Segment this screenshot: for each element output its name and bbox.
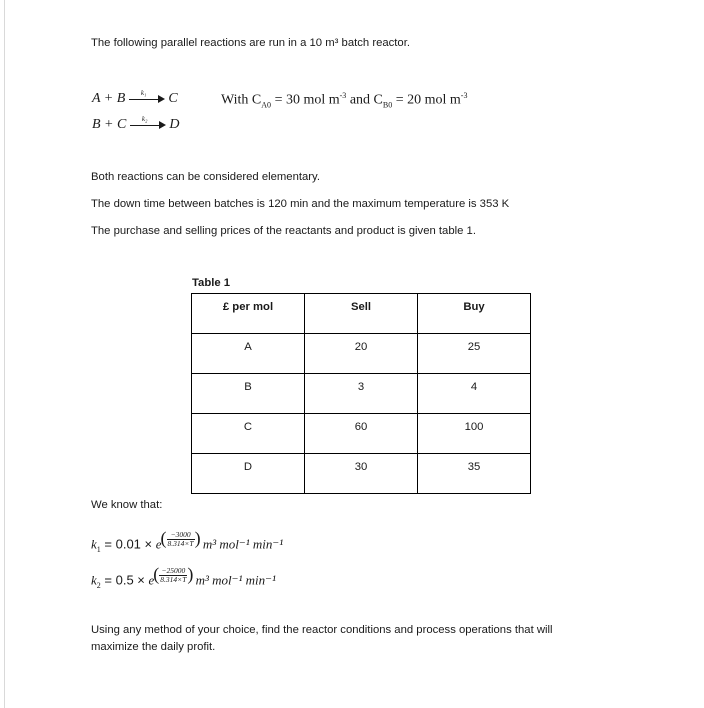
table-cell: 25 xyxy=(418,334,531,374)
task-line-2: maximize the daily profit. xyxy=(91,641,216,653)
table-header-cell: Buy xyxy=(418,294,531,334)
task-line-1: Using any method of your choice, find the reactor conditions and process operations that will xyxy=(91,624,553,636)
k2-units: m³ mol⁻¹ min⁻¹ xyxy=(195,572,276,588)
statement-prices: The purchase and selling prices of the reactants and product is given table 1. xyxy=(91,225,476,237)
reaction-1 xyxy=(92,88,178,107)
table-cell: 100 xyxy=(418,414,531,454)
table-cell: 20 xyxy=(305,334,418,374)
table-cell: 30 xyxy=(305,454,418,494)
table-row xyxy=(192,414,531,454)
table-cell: A xyxy=(192,334,305,374)
table-header-cell: £ per mol xyxy=(192,294,305,334)
intro-text: The following parallel reactions are run in a 10 m³ batch reactor. xyxy=(91,37,410,49)
table-row xyxy=(192,454,531,494)
table-header-cell: Sell xyxy=(305,294,418,334)
we-know-text: We know that: xyxy=(91,499,163,511)
reaction-1-product: C xyxy=(168,91,178,106)
reaction-2-reactants: B + C xyxy=(92,117,127,132)
reaction-1-rate-constant: k₁ xyxy=(140,88,147,97)
reaction-1-reactants: A + B xyxy=(92,91,126,106)
reaction-2 xyxy=(92,114,180,133)
k1-units: m³ mol⁻¹ min⁻¹ xyxy=(202,536,284,552)
k2-exponent: ( $\frac{-25000}{8.314\times T}$ ) xyxy=(153,564,194,584)
reaction-1-arrow xyxy=(129,88,165,105)
k1-exponent: ( $\frac{-3000}{8.314\times T}$ ) xyxy=(160,528,201,548)
table-cell: 4 xyxy=(418,374,531,414)
table-row xyxy=(192,334,531,374)
price-table xyxy=(191,293,531,494)
statement-elementary: Both reactions can be considered elementary. xyxy=(91,171,320,183)
page-left-edge xyxy=(4,0,5,708)
table-cell: 3 xyxy=(305,374,418,414)
table-cell: 35 xyxy=(418,454,531,494)
reaction-2-arrow xyxy=(130,114,166,131)
table-title: Table 1 xyxy=(192,277,231,289)
table-row xyxy=(192,374,531,414)
reaction-2-product: D xyxy=(169,117,180,132)
k2-equation: $k_2 = 0.5 \times e$ ( $\frac{-25000}{8.314\times T}$ ) m³ mol⁻¹ min⁻¹ xyxy=(91,564,276,590)
table-cell: B xyxy=(192,374,305,414)
k1-equation: $k_1 = 0.01 \times e$ ( $\frac{-3000}{8.314\times T}$ ) m³ mol⁻¹ min⁻¹ xyxy=(91,528,284,554)
table-cell: 60 xyxy=(305,414,418,454)
table-cell: D xyxy=(192,454,305,494)
statement-downtime: The down time between batches is 120 min and the maximum temperature is 353 K xyxy=(91,198,510,210)
reaction-2-rate-constant: k₂ xyxy=(141,114,148,123)
initial-conditions: With $C_{A0} = 30$ mol $m^{-3}$ and $C_{B0} = 20$ mol $m^{-3}$ xyxy=(221,91,468,110)
table-cell: C xyxy=(192,414,305,454)
table-header-row xyxy=(192,294,531,334)
